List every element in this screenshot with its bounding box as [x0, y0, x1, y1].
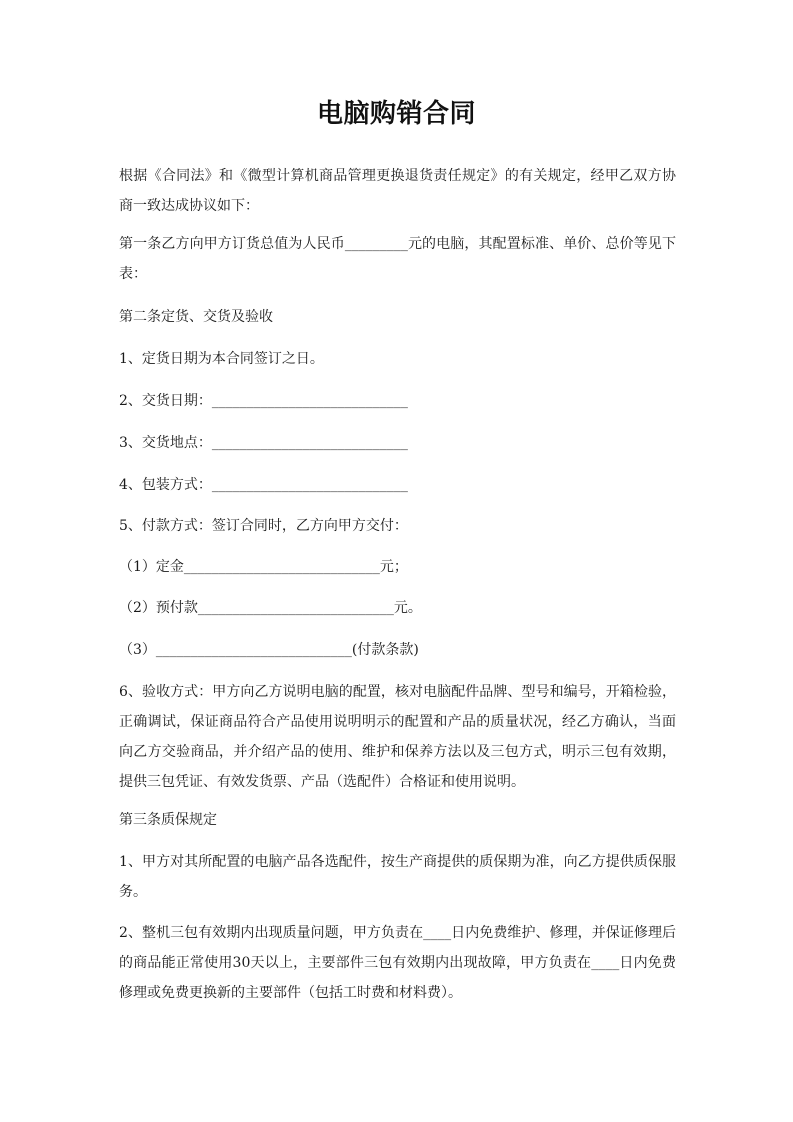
article-2-item-2: 2、交货日期：____________________________ [119, 393, 408, 409]
article-1: 第一条乙方向甲方订货总值为人民币_________元的电脑，其配置标准、单价、总价等见下表： [119, 236, 676, 282]
payment-deposit: （1）定金____________________________元； [119, 559, 408, 575]
article-2-item-4: 4、包装方式：____________________________ [119, 477, 408, 493]
payment-prepayment: （2）预付款____________________________元。 [119, 600, 422, 616]
article-2-heading: 第二条定货、交货及验收 [119, 309, 273, 325]
article-2-item-3: 3、交货地点：____________________________ [119, 435, 408, 451]
article-3-item-2: 2、整机三包有效期内出现质量问题，甲方负责在____日内免费维护、修理，并保证修理后的商品能正常使用30天以上，主要部件三包有效期内出现故障，甲方负责在____日内免费修理或免费更换新的主要部件（包括工时费和材料费）。 [119, 925, 676, 1001]
article-2-item-1: 1、定货日期为本合同签订之日。 [119, 351, 324, 367]
document-title: 电脑购销合同 [316, 99, 476, 129]
article-2-item-5: 5、付款方式：签订合同时，乙方向甲方交付： [119, 518, 408, 534]
article-3-item-1: 1、甲方对其所配置的电脑产品各选配件，按生产商提供的质保期为准，向乙方提供质保服务。 [119, 854, 676, 900]
payment-terms: （3）____________________________(付款条款) [119, 642, 419, 658]
article-2-item-6: 6、验收方式：甲方向乙方说明电脑的配置，核对电脑配件品牌、型号和编号，开箱检验，正确调试，保证商品符合产品使用说明明示的配置和产品的质量状况，经乙方确认，当面向乙方交验商品，并介绍产品的使用、维护和保养方法以及三包方式，明示三包有效期，提供三包凭证、有效发货票、产品（选配件）合格证和使用说明。 [119, 684, 676, 790]
intro-paragraph: 根据《合同法》和《微型计算机商品管理更换退货责任规定》的有关规定，经甲乙双方协商一致达成协议如下： [119, 168, 676, 214]
article-3-heading: 第三条质保规定 [119, 812, 217, 828]
